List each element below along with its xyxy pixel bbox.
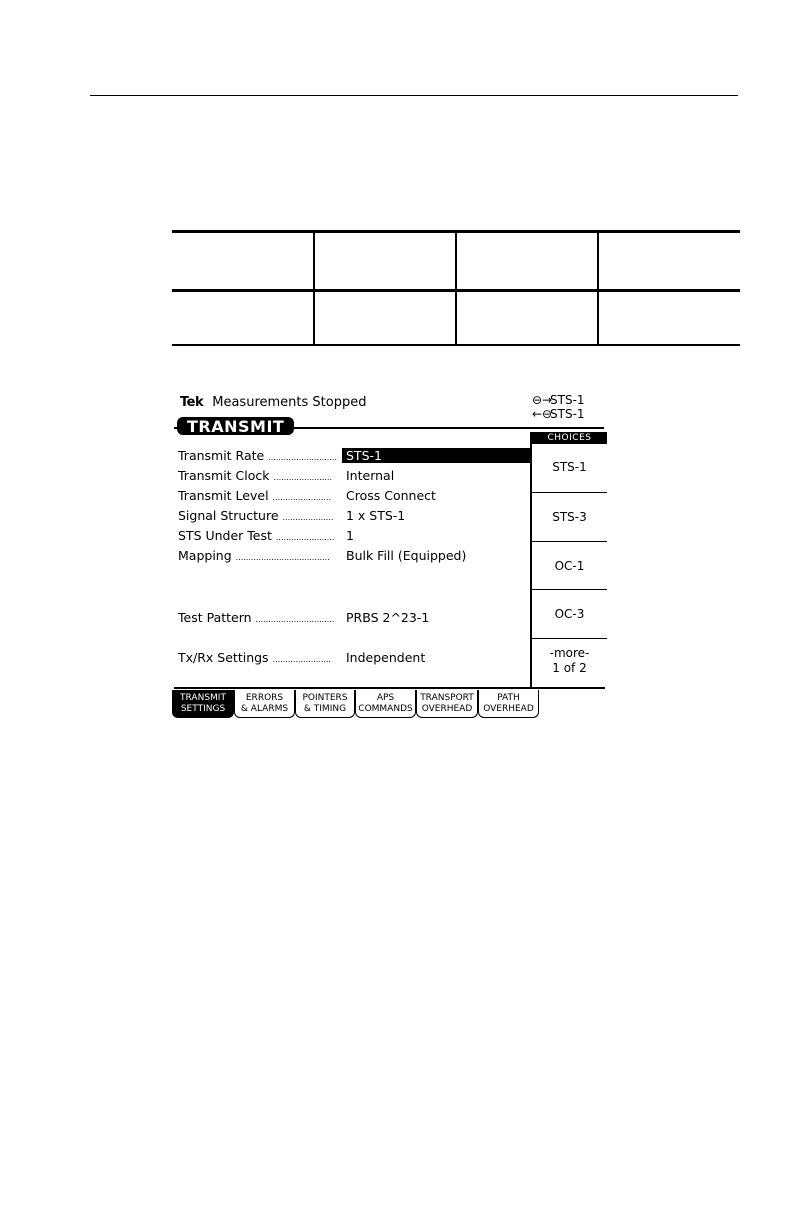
setting-transmit-level[interactable]: Transmit Level ....................... Cross Connect [178, 488, 436, 503]
setting-tx-rx-settings[interactable]: Tx/Rx Settings ....................... Independent [178, 650, 426, 665]
tab-path-overhead[interactable] [478, 690, 539, 718]
brand-label: Tek [180, 395, 204, 410]
choice-oc-3[interactable]: OC-3 [554, 607, 585, 621]
table-column-divider [597, 230, 599, 346]
setting-sts-under-test[interactable]: STS Under Test ....................... 1 [178, 528, 354, 543]
table-column-divider [455, 230, 457, 346]
tabs-rule [174, 687, 605, 689]
choice-sts-1[interactable]: STS-1 [552, 460, 587, 474]
tab-aps-commands[interactable] [355, 690, 416, 718]
setting-label: Tx/Rx Settings [178, 650, 269, 665]
setting-transmit-rate[interactable]: Transmit Rate ........................... STS-1 [178, 448, 530, 464]
setting-value[interactable]: Internal [346, 468, 395, 483]
choices-panel [530, 432, 607, 688]
tab-label-line2: COMMANDS [358, 704, 413, 714]
choice-oc-1[interactable]: OC-1 [554, 559, 585, 573]
tab-label-line2: & TIMING [303, 704, 347, 714]
choice-sts-3[interactable]: STS-3 [552, 510, 587, 524]
setting-label: Transmit Rate [178, 448, 265, 463]
instrument-screen [170, 390, 610, 726]
setting-label: Mapping [178, 548, 232, 563]
setting-value[interactable]: Independent [346, 650, 426, 665]
status-bar [180, 395, 366, 410]
tab-label-line2: & ALARMS [240, 704, 289, 714]
setting-value[interactable]: Cross Connect [346, 488, 436, 503]
page-header-rule [90, 95, 738, 96]
setting-label: Transmit Level [178, 488, 269, 503]
transmit-signal-indicator [532, 393, 585, 407]
tab-transport-overhead[interactable] [416, 690, 478, 718]
setting-label: Test Pattern [178, 610, 252, 625]
tab-label-line2: SETTINGS [180, 704, 226, 714]
empty-table [172, 230, 740, 346]
tab-pointers-timing[interactable] [295, 690, 355, 718]
choice-page-indicator: 1 of 2 [552, 661, 587, 675]
tab-transmit-settings[interactable] [172, 690, 234, 718]
tab-errors-alarms[interactable] [234, 690, 295, 718]
setting-value[interactable]: 1 x STS-1 [346, 508, 406, 523]
tab-label-line1: TRANSMIT [180, 693, 226, 703]
setting-label: Transmit Clock [178, 468, 270, 483]
receive-signal-indicator [532, 407, 585, 421]
tab-label-line2: OVERHEAD [421, 704, 473, 714]
transmit-signal-label: STS-1 [550, 393, 585, 407]
receive-arrow-icon: ←⊖ [532, 407, 553, 421]
tab-label-line1: ERRORS [245, 693, 284, 703]
setting-mapping[interactable]: Mapping ..................................... Bulk Fill (Equipped) [178, 548, 467, 563]
choices-header: CHOICES [532, 432, 607, 444]
table-column-divider [313, 230, 315, 346]
tab-label-line2: OVERHEAD [483, 704, 534, 714]
setting-value[interactable]: PRBS 2^23-1 [346, 610, 430, 625]
setting-test-pattern[interactable]: Test Pattern ............................... PRBS 2^23-1 [178, 610, 430, 625]
setting-signal-structure[interactable]: Signal Structure .................... 1 x STS-1 [178, 508, 406, 523]
tab-label-line1: TRANSPORT [420, 693, 474, 703]
screen-title: TRANSMIT [177, 417, 294, 435]
setting-value-selected[interactable]: STS-1 [342, 448, 530, 463]
tab-label-line1: APS [376, 693, 395, 703]
choice-divider [532, 638, 607, 639]
setting-value[interactable]: Bulk Fill (Equipped) [346, 548, 467, 563]
tab-label-line1: POINTERS [302, 693, 348, 703]
setting-label: Signal Structure [178, 508, 279, 523]
setting-label: STS Under Test [178, 528, 272, 543]
tab-label-line1: PATH [497, 693, 520, 703]
setting-transmit-clock[interactable]: Transmit Clock ....................... Internal [178, 468, 395, 483]
receive-signal-label: STS-1 [550, 407, 585, 421]
measurement-status: Measurements Stopped [212, 395, 367, 410]
setting-value[interactable]: 1 [346, 528, 354, 543]
choice-more[interactable]: -more- [549, 646, 590, 660]
choice-divider [532, 492, 607, 493]
choice-divider [532, 541, 607, 542]
choice-divider [532, 589, 607, 590]
transmit-arrow-icon: ⊖→ [532, 393, 553, 407]
